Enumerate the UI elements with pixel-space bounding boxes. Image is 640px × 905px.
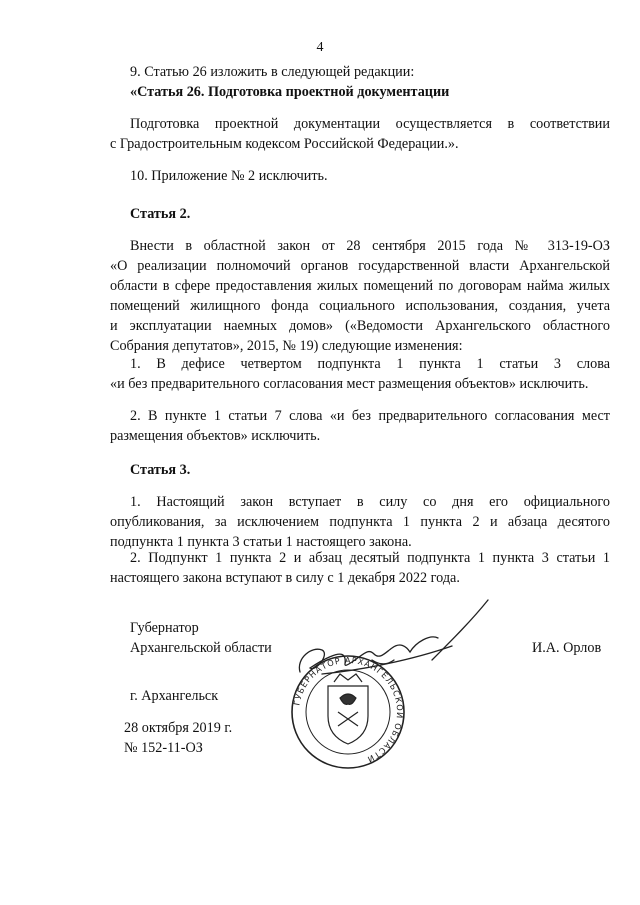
text-line: 2. Подпункт 1 пункта 2 и абзац десятый подпункта 1 пункта 3 статьи 1 <box>130 550 610 566</box>
law-date: 28 октября 2019 г. <box>124 720 233 736</box>
page-number: 4 <box>316 40 324 55</box>
text-line: 1. Настоящий закон вступает в силу со дня его официального <box>130 494 610 510</box>
text-line: Собрания депутатов», 2015, № 19) следующие изменения: <box>110 338 463 354</box>
text-line: и эксплуатации наемных домов» («Ведомости Архангельского областного <box>110 318 610 334</box>
article-26-body <box>110 114 610 154</box>
text-line: «и без предварительного согласования мест размещения объектов» исключить. <box>110 376 589 392</box>
text-line: Внести в областной закон от 28 сентября 2015 года № 313-19-ОЗ <box>130 238 610 254</box>
text-line: помещений жилищного фонда социального использования, создания, учета <box>110 298 610 314</box>
law-number: № 152-11-ОЗ <box>124 740 203 756</box>
text-line: размещения объектов» исключить. <box>110 428 321 444</box>
text-line: «О реализации полномочий органов государственной власти Архангельской <box>110 258 610 274</box>
text-line: 2. В пункте 1 статьи 7 слова «и без предварительного согласования мест <box>130 408 610 424</box>
text-line: подпункта 1 пункта 3 статьи 1 настоящего закона. <box>110 534 412 550</box>
signatory-position-line-2: Архангельской области <box>130 640 272 656</box>
article-3-item-1 <box>110 492 610 552</box>
text-line: 1. В дефисе четвертом подпункта 1 пункта 1 статьи 3 слова <box>130 356 610 372</box>
item-10-line: 10. Приложение № 2 исключить. <box>130 168 328 184</box>
article-26-heading: «Статья 26. Подготовка проектной документации <box>130 84 450 100</box>
item-9-line: 9. Статью 26 изложить в следующей редакции: <box>130 64 415 80</box>
seal-and-signature <box>282 590 522 775</box>
article-2-item-1 <box>110 354 610 394</box>
text-line: Подготовка проектной документации осуществляется в соответствии <box>130 116 610 132</box>
svg-text:ГУБЕРНАТОР АРХАНГЕЛЬСКОЙ ОБЛАС: ГУБЕРНАТОР АРХАНГЕЛЬСКОЙ ОБЛАСТИ <box>291 654 406 765</box>
article-3-item-2 <box>110 548 610 588</box>
city: г. Архангельск <box>130 688 219 704</box>
article-3-title: Статья 3. <box>130 462 191 478</box>
text-line: настоящего закона вступают в силу с 1 декабря 2022 года. <box>110 570 460 586</box>
signatory-position-line-1: Губернатор <box>130 620 199 636</box>
article-2-item-2 <box>110 406 610 446</box>
article-2-intro <box>110 236 610 356</box>
text-line: области в сфере предоставления жилых помещений по договорам найма жилых <box>110 278 610 294</box>
signatory-name: И.А. Орлов <box>532 640 602 656</box>
text-line: опубликования, за исключением подпункта 1 пункта 2 и абзаца десятого <box>110 514 610 530</box>
article-2-title: Статья 2. <box>130 206 191 222</box>
coat-of-arms-icon <box>328 674 368 744</box>
text-line: с Градостроительным кодексом Российской Федерации.». <box>110 136 459 152</box>
official-seal <box>291 655 406 768</box>
